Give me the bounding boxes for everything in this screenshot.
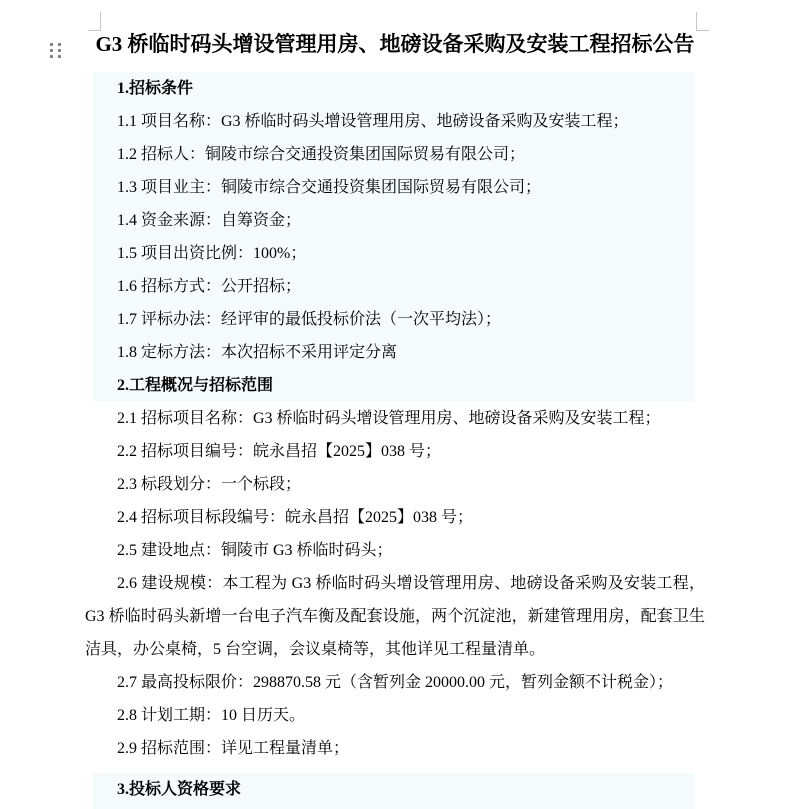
para-2-5-location[interactable]: 2.5 建设地点：铜陵市 G3 桥临时码头； — [117, 542, 393, 559]
para-1-6-tender-method[interactable]: 1.6 招标方式：公开招标； — [117, 278, 302, 295]
para-1-1-project-name[interactable]: 1.1 项目名称：G3 桥临时码头增设管理用房、地磅设备采购及安装工程； — [117, 113, 629, 130]
para-1-2-tenderer[interactable]: 1.2 招标人：铜陵市综合交通投资集团国际贸易有限公司； — [117, 146, 526, 163]
section-block-project-overview — [85, 402, 705, 765]
para-2-9-scope[interactable]: 2.9 招标范围：详见工程量清单； — [117, 740, 350, 757]
para-1-8-award-method[interactable]: 1.8 定标方法：本次招标不采用评定分离 — [117, 344, 398, 361]
para-2-8-duration[interactable]: 2.8 计划工期：10 日历天。 — [117, 707, 306, 724]
para-1-3-project-owner[interactable]: 1.3 项目业主：铜陵市综合交通投资集团国际贸易有限公司； — [117, 179, 542, 196]
drag-handle-icon[interactable] — [50, 43, 61, 58]
heading-1-tender-conditions[interactable]: 1.招标条件 — [117, 80, 194, 97]
para-1-4-funding-source[interactable]: 1.4 资金来源：自筹资金； — [117, 212, 302, 229]
para-2-3-section-division[interactable]: 2.3 标段划分：一个标段； — [117, 476, 302, 493]
heading-2-project-overview[interactable]: 2.工程概况与招标范围 — [117, 377, 274, 394]
document-body — [85, 72, 705, 806]
para-2-1-project-name[interactable]: 2.1 招标项目名称：G3 桥临时码头增设管理用房、地磅设备采购及安装工程； — [117, 410, 661, 427]
document-title[interactable]: G3 桥临时码头增设管理用房、地磅设备采购及安装工程招标公告 — [95, 32, 695, 56]
para-2-7-price-limit[interactable]: 2.7 最高投标限价：298870.58 元（含暂列金 20000.00 元，暂列金额不计税金）； — [117, 674, 674, 691]
para-2-4-section-number[interactable]: 2.4 招标项目标段编号：皖永昌招【2025】038 号； — [117, 509, 474, 526]
para-1-7-evaluation-method[interactable]: 1.7 评标办法：经评审的最低投标价法（一次平均法）； — [117, 311, 502, 328]
para-2-6-scale[interactable]: 2.6 建设规模：本工程为 G3 桥临时码头增设管理用房、地磅设备采购及安装工程，G3 桥临时码头新增一台电子汽车衡及配套设施，两个沉淀池，新建管理用房，配套卫生洁具，办公桌椅，5 台空调，会议桌椅等，其他详见工程量清单。 — [85, 575, 705, 658]
heading-3-bidder-qualifications[interactable]: 3.投标人资格要求 — [117, 781, 242, 798]
section-block-tender-conditions — [85, 72, 705, 402]
para-1-5-funding-ratio[interactable]: 1.5 项目出资比例：100%； — [117, 245, 307, 262]
para-2-2-project-number[interactable]: 2.2 招标项目编号：皖永昌招【2025】038 号； — [117, 443, 442, 460]
section-block-bidder-qualifications — [85, 773, 705, 806]
